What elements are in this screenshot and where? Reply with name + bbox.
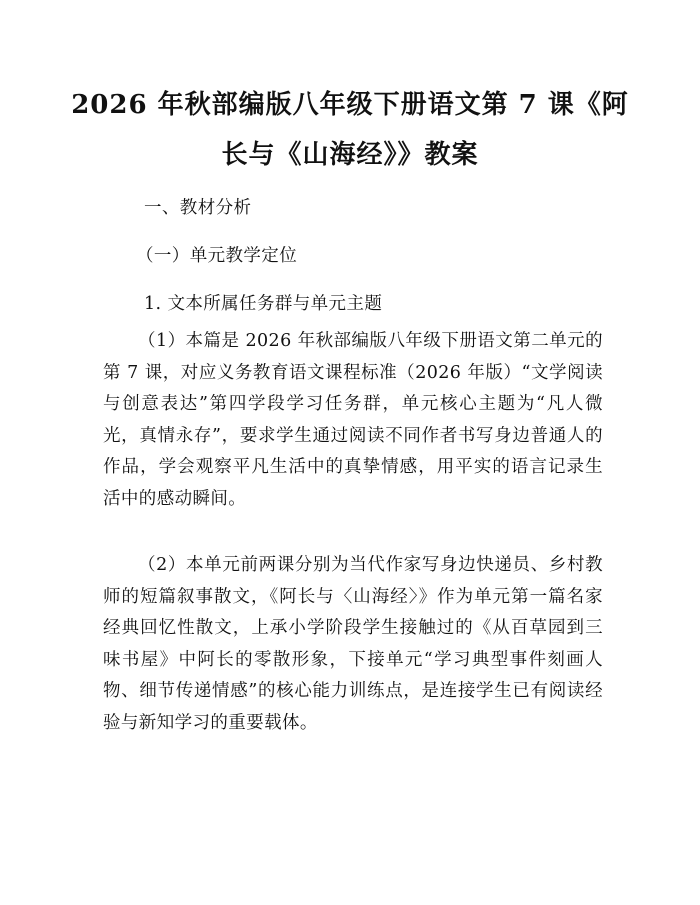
- document-title-line-2: 长与《山海经》》教案: [221, 140, 479, 170]
- subsection-heading: （一）单元教学定位: [136, 246, 298, 266]
- paragraph-2: （2）本单元前两课分别为当代作家写身边快递员、乡村教师的短篇叙事散文，《阿长与〈山海经〉》作为单元第一篇名家经典回忆性散文，上承小学阶段学生接触过的《从百草园到三味书屋》中阿长的零散形象，下接单元“学习典型事件刻画人物、细节传递情感”的核心能力训练点，是连接学生已有阅读经验与新知学习的重要载体。: [103, 555, 603, 733]
- item-heading: 1. 文本所属任务群与单元主题: [144, 294, 383, 314]
- section-heading: 一、教材分析: [144, 198, 252, 218]
- document-title-line-1: 2026 年秋部编版八年级下册语文第 7 课《阿: [71, 90, 629, 120]
- paragraph-1: （1）本篇是 2026 年秋部编版八年级下册语文第二单元的第 7 课，对应义务教育语文课程标准（2026 年版）“文学阅读与创意表达”第四学段学习任务群，单元核心主题为“凡人微光，真情永存”，要求学生通过阅读不同作者书写身边普通人的作品，学会观察平凡生活中的真挚情感，用平实的语言记录生活中的感动瞬间。: [103, 331, 603, 509]
